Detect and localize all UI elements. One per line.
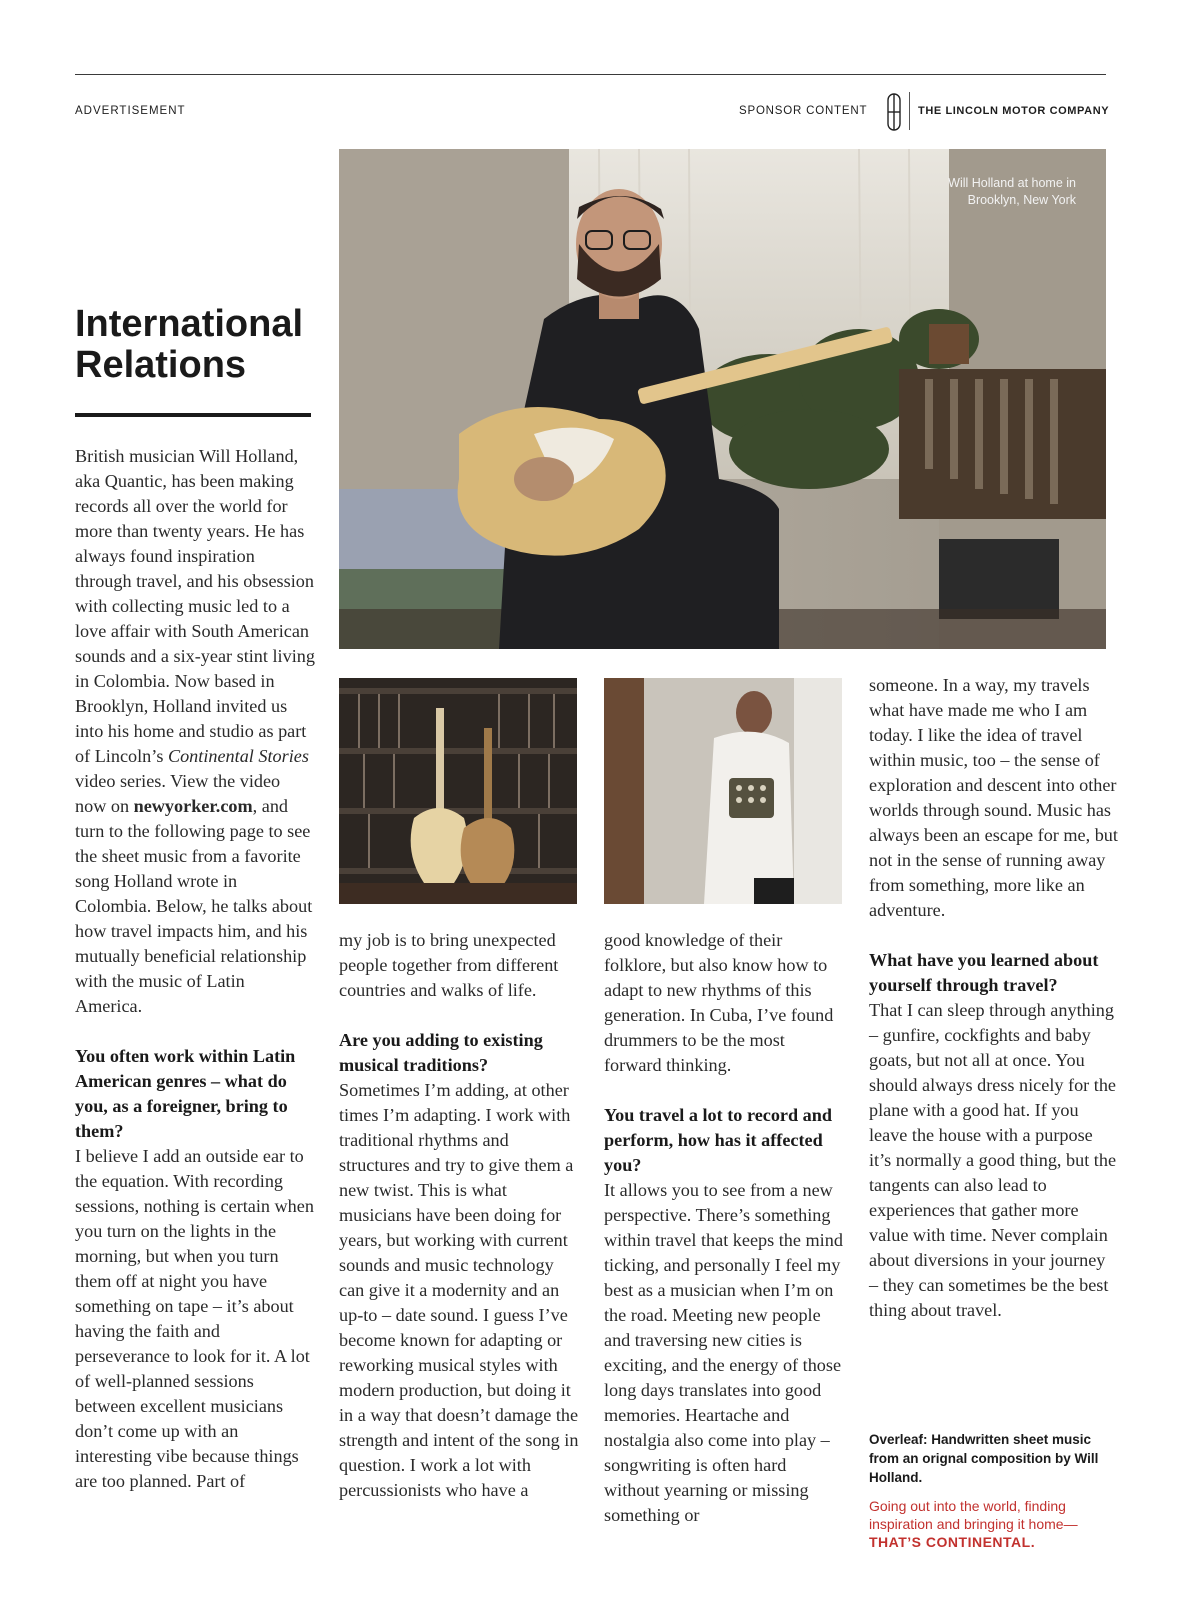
record-shelf-guitars-illustration [339, 678, 577, 904]
answer-2-part-1: Sometimes I’m adding, at other times I’m adapting. I work with traditional rhythms and structures and try to give them a new twist. This is what musicians have been doing for years, but working with current sounds and music technology can give it a modernity and an up-to – date sound. I guess I’ve become known for adapting or reworking musical styles with modern production, but doing it in a way that doesn’t damage the strength and intent of the song in question. I work a lot with percussionists who have a [339, 1080, 579, 1500]
answer-3-part-2: someone. In a way, my travels what have made me who I am today. I like the idea of travel within music, too – the sense of exploration and descent into other worlds through sound. Music has always been an escape for me, but not in the sense of running away from something, more like an adventure. [869, 675, 1118, 920]
title-line-2: Relations [75, 344, 247, 386]
intro-text-2: video series. View the video now on [75, 771, 281, 816]
article-column-2 [339, 928, 579, 1503]
accordion-player-illustration [604, 678, 842, 904]
article-title [75, 304, 303, 386]
article-column-3 [604, 928, 844, 1528]
tagline-text: Going out into the world, finding inspiration and bringing it home— [869, 1498, 1078, 1532]
intro-text: British musician Will Holland, aka Quantic, has been making records all over the world for more than twenty years. He has always found inspiration through travel, and his obsession with collecting music led to a love affair with South American sounds and a six-year stint living in Colombia. Now based in Brooklyn, Holland invited us into his home and studio as part of Lincoln’s [75, 446, 315, 766]
article-column-4 [869, 673, 1119, 1323]
advertisement-label: ADVERTISEMENT [75, 105, 186, 117]
tagline-strong: THAT’S CONTINENTAL. [869, 1534, 1036, 1550]
article-column-1 [75, 444, 315, 1494]
intro-paragraph [75, 444, 315, 1019]
question-3: You travel a lot to record and perform, how has it affected you? [604, 1105, 832, 1175]
newyorker-link[interactable]: newyorker.com [133, 796, 253, 816]
sponsor-content-label: SPONSOR CONTENT [739, 105, 868, 117]
answer-3-part-1: It allows you to see from a new perspective. There’s something within travel that keeps the mind ticking, and personally I feel my best as a musician when I’m on the road. Meeting new people and traversing new cities is exciting, and the energy of those long days translates into good memories. Heartache and nostalgia also come into play – songwriting is often hard without yearning or missing something or [604, 1180, 843, 1525]
question-4: What have you learned about yourself through travel? [869, 950, 1099, 995]
logo-divider [909, 92, 910, 130]
question-1: You often work within Latin American genres – what do you, as a foreigner, bring to them? [75, 1046, 296, 1141]
guitars-photo [339, 678, 577, 904]
title-rule [75, 413, 311, 417]
intro-text-3: , and turn to the following page to see the sheet music from a favorite song Holland wrote in Colombia. Below, he talks about how travel impacts him, and his mutually beneficial relationship with the music of Latin America. [75, 796, 313, 1016]
guitarist-photo-illustration [339, 149, 1106, 649]
header-rule [75, 74, 1106, 75]
accordion-photo [604, 678, 842, 904]
video-series-title: Continental Stories [167, 746, 309, 766]
main-photo [339, 149, 1106, 649]
answer-2-part-2: good knowledge of their folklore, but also know how to adapt to new rhythms of this generation. In Cuba, I’ve found drummers to be the most forward thinking. [604, 930, 834, 1075]
answer-4: That I can sleep through anything – gunfire, cockfights and baby goats, but not all at once. You should always dress nicely for the plane with a good hat. If you leave the house with a purpose it’s normally a good thing, but the tangents can also lead to experiences that gather more value with time. Never complain about diversions in your journey – they can sometimes be the best thing about travel. [869, 1000, 1117, 1320]
title-line-1: International [75, 303, 304, 345]
lincoln-logo-icon [887, 93, 901, 131]
company-name: THE LINCOLN MOTOR COMPANY [918, 105, 1110, 117]
answer-1-part-2: my job is to bring unexpected people together from different countries and walks of life. [339, 930, 559, 1000]
question-2: Are you adding to existing musical traditions? [339, 1030, 543, 1075]
answer-1-part-1: I believe I add an outside ear to the equation. With recording sessions, nothing is certain when you turn on the lights in the morning, but when you turn them off at night you have something on tape – it’s about having the faith and perseverance to look for it. A lot of well-planned sessions between excellent musicians don’t come up with an interesting vibe because things are too planned. Part of [75, 1146, 314, 1491]
lincoln-tagline [869, 1497, 1129, 1551]
main-photo-caption: Will Holland at home in Brooklyn, New York [948, 176, 1076, 207]
overleaf-note: Overleaf: Handwritten sheet music from an orignal composition by Will Holland. [869, 1432, 1099, 1485]
